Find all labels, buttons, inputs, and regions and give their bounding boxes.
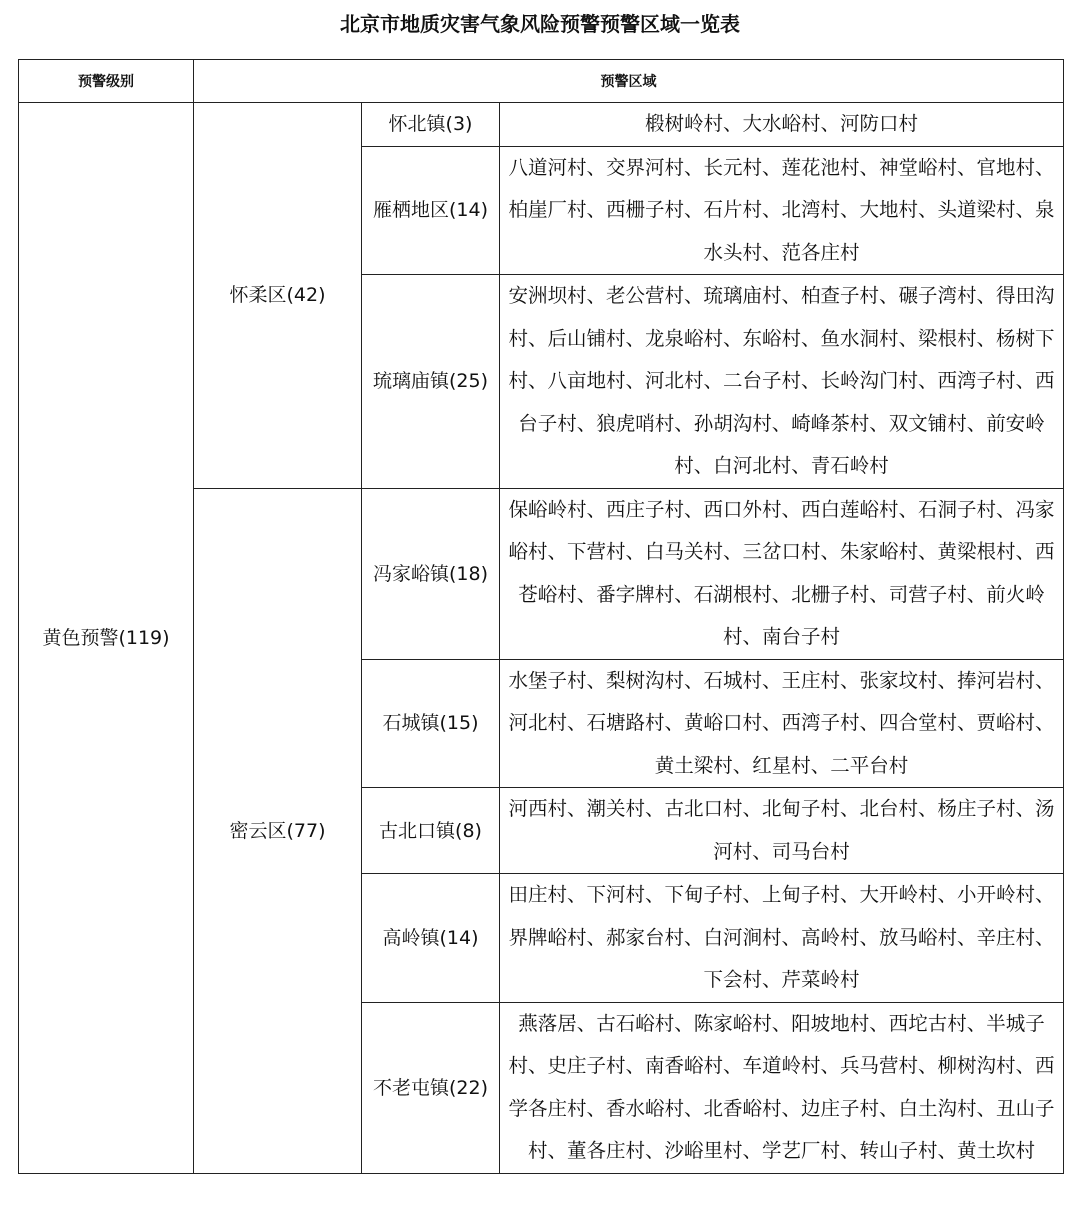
town-cell: 高岭镇(14) xyxy=(362,874,500,1003)
villages-cell: 燕落居、古石峪村、陈家峪村、阳坡地村、西坨古村、半城子村、史庄子村、南香峪村、车道岭村、兵马营村、柳树沟村、西学各庄村、香水峪村、北香峪村、边庄子村、白土沟村、丑山子村、董各庄村、沙峪里村、学艺厂村、转山子村、黄土坎村 xyxy=(500,1002,1064,1173)
page-title: 北京市地质灾害气象风险预警预警区域一览表 xyxy=(340,12,740,36)
town-cell: 古北口镇(8) xyxy=(362,788,500,874)
villages-cell: 椴树岭村、大水峪村、河防口村 xyxy=(500,103,1064,147)
villages-cell: 田庄村、下河村、下甸子村、上甸子村、大开岭村、小开岭村、界牌峪村、郝家台村、白河涧村、高岭村、放马峪村、辛庄村、下会村、芹菜岭村 xyxy=(500,874,1064,1003)
district-cell: 密云区(77) xyxy=(194,488,362,1173)
villages-cell: 八道河村、交界河村、长元村、莲花池村、神堂峪村、官地村、柏崖厂村、西栅子村、石片村、北湾村、大地村、头道梁村、泉水头村、范各庄村 xyxy=(500,146,1064,275)
town-cell: 不老屯镇(22) xyxy=(362,1002,500,1173)
warning-area-table xyxy=(18,59,1064,1174)
district-cell: 怀柔区(42) xyxy=(194,103,362,489)
town-cell: 怀北镇(3) xyxy=(362,103,500,147)
town-cell: 琉璃庙镇(25) xyxy=(362,275,500,489)
villages-cell: 保峪岭村、西庄子村、西口外村、西白莲峪村、石洞子村、冯家峪村、下营村、白马关村、三岔口村、朱家峪村、黄梁根村、西苍峪村、番字牌村、石湖根村、北栅子村、司营子村、前火岭村、南台子村 xyxy=(500,488,1064,659)
town-cell: 石城镇(15) xyxy=(362,659,500,788)
warning-level-cell: 黄色预警(119) xyxy=(19,103,194,1174)
header-warning-area: 预警区域 xyxy=(194,60,1064,103)
table-row xyxy=(19,103,1064,147)
header-warning-level: 预警级别 xyxy=(19,60,194,103)
villages-cell: 河西村、潮关村、古北口村、北甸子村、北台村、杨庄子村、汤河村、司马台村 xyxy=(500,788,1064,874)
town-cell: 雁栖地区(14) xyxy=(362,146,500,275)
villages-cell: 水堡子村、梨树沟村、石城村、王庄村、张家坟村、捧河岩村、河北村、石塘路村、黄峪口村、西湾子村、四合堂村、贾峪村、黄土梁村、红星村、二平台村 xyxy=(500,659,1064,788)
table-header-row xyxy=(19,60,1064,103)
villages-cell: 安洲坝村、老公营村、琉璃庙村、柏查子村、碾子湾村、得田沟村、后山铺村、龙泉峪村、东峪村、鱼水洞村、梁根村、杨树下村、八亩地村、河北村、二台子村、长岭沟门村、西湾子村、西台子村、狼虎哨村、孙胡沟村、崎峰茶村、双文铺村、前安岭村、白河北村、青石岭村 xyxy=(500,275,1064,489)
town-cell: 冯家峪镇(18) xyxy=(362,488,500,659)
